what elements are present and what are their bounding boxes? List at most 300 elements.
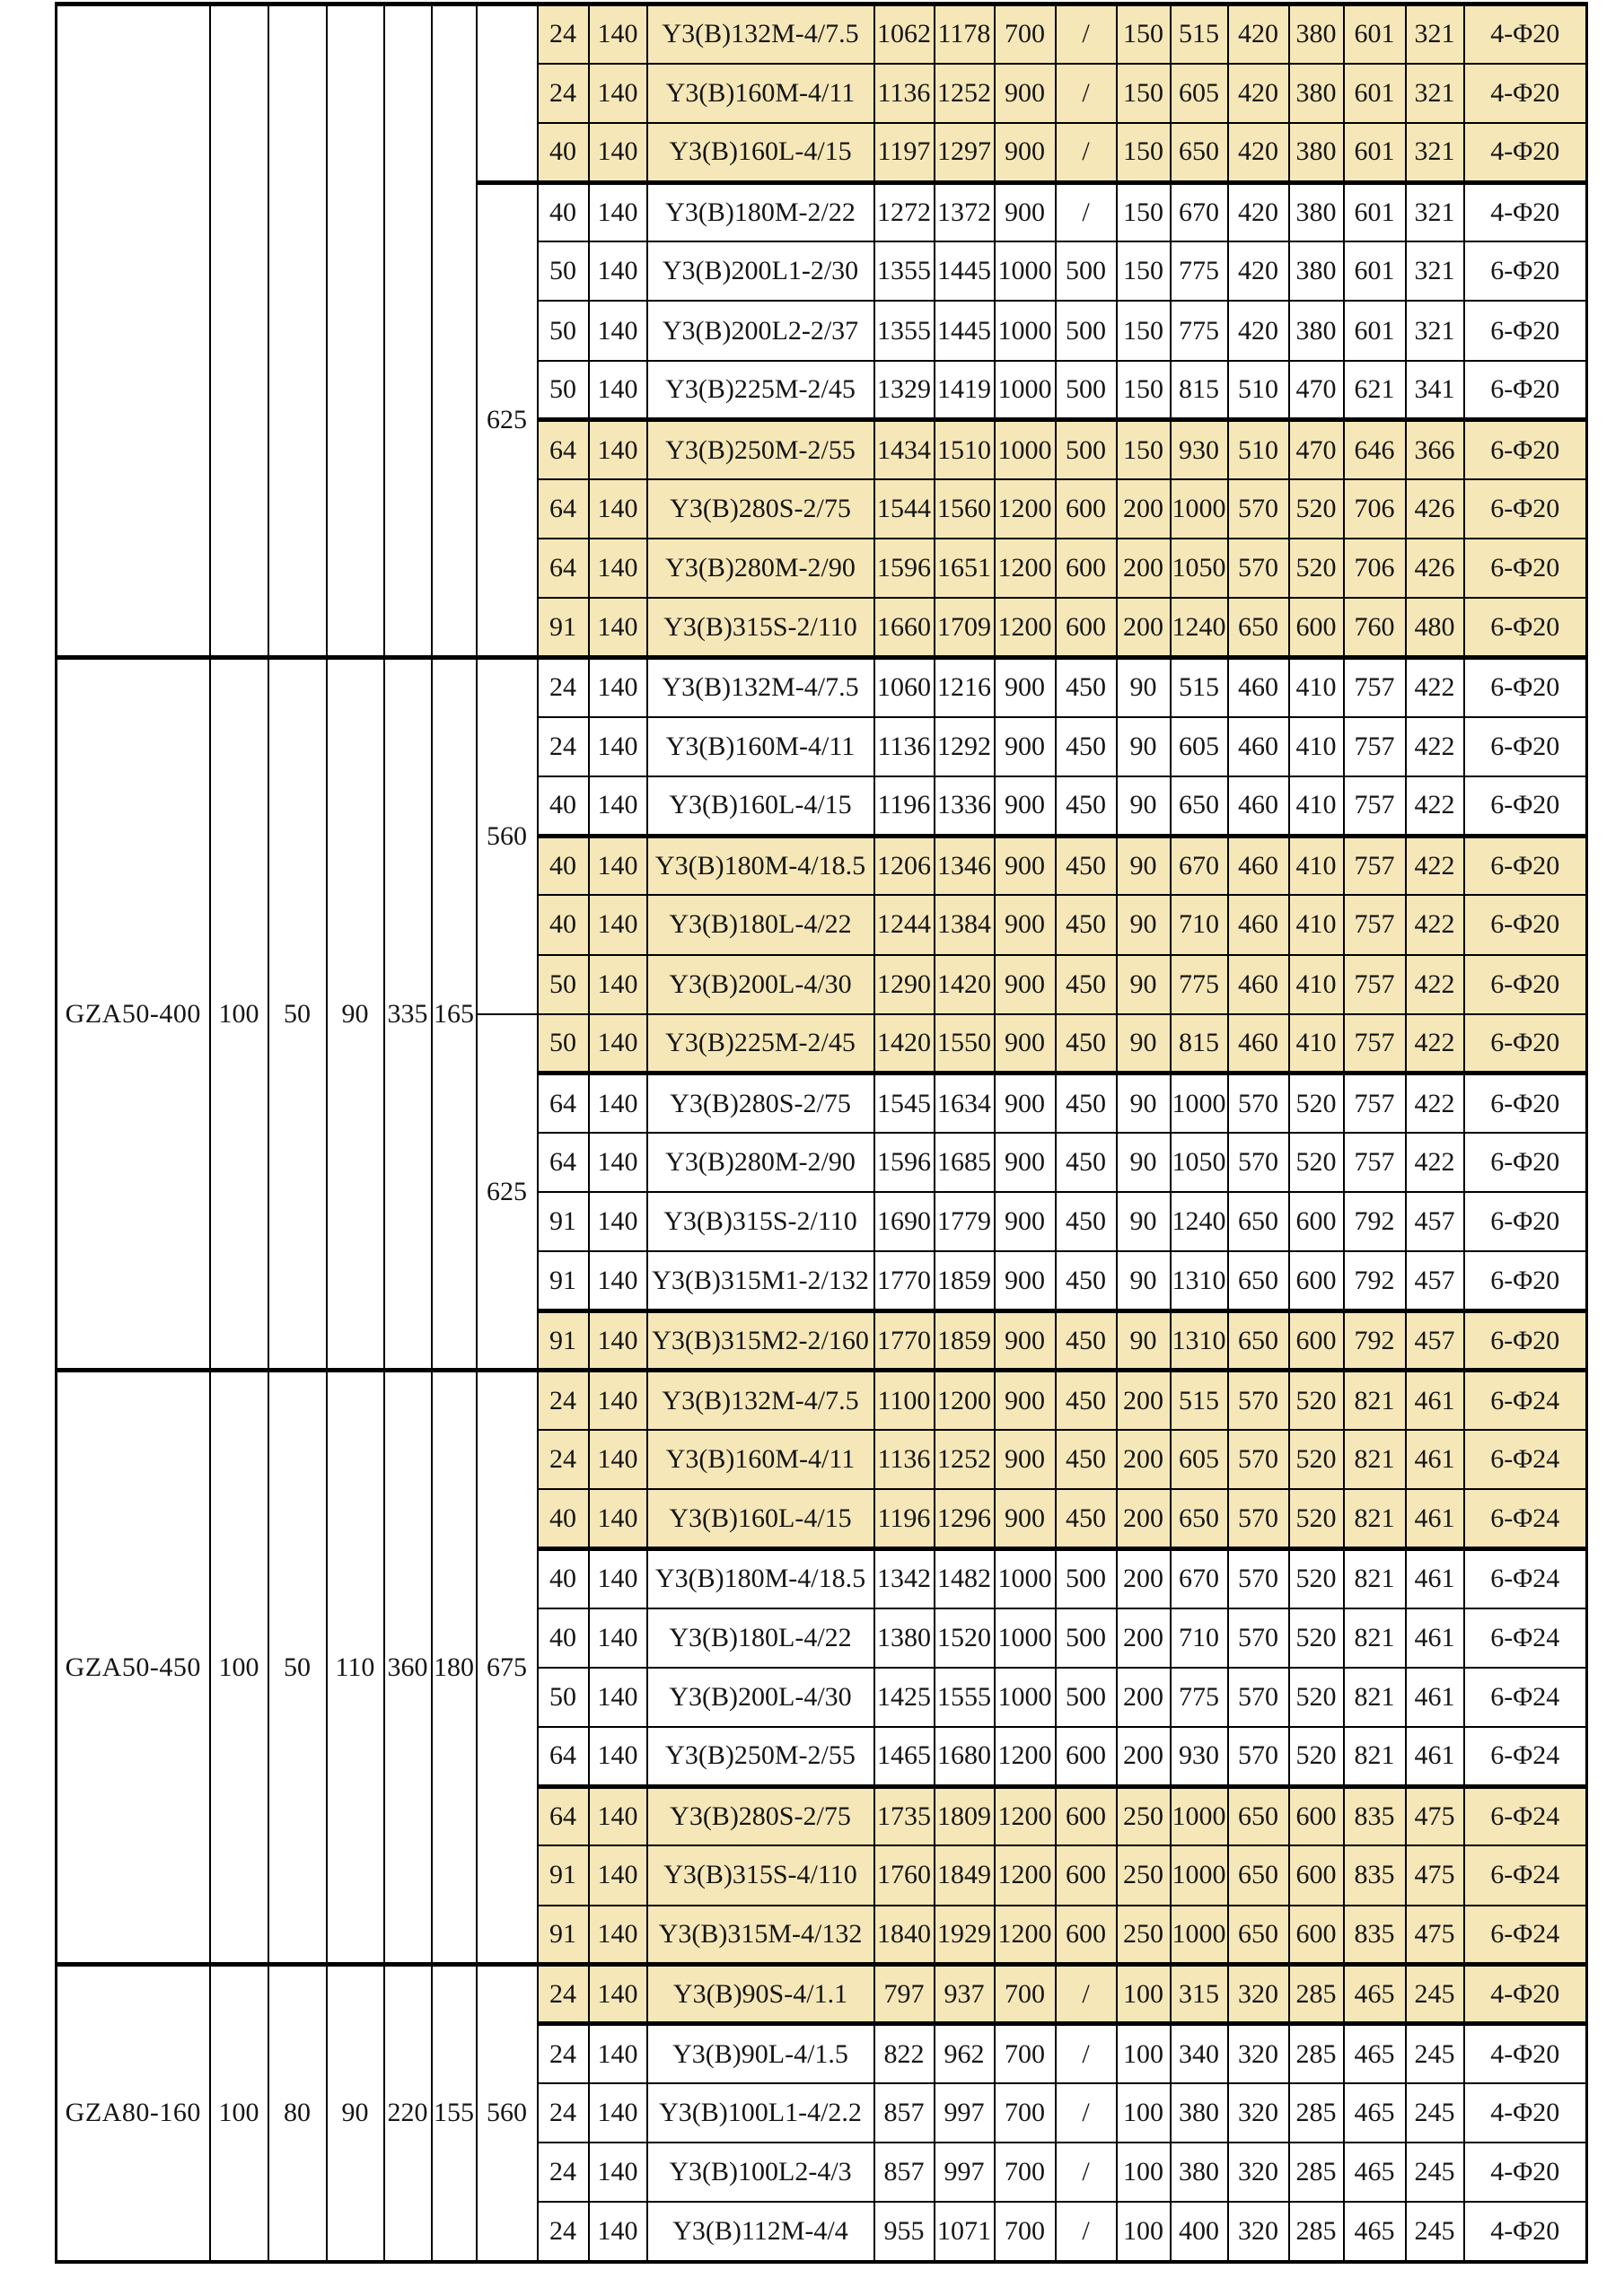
data-cell: 1550 — [935, 1014, 995, 1074]
data-cell: 1840 — [874, 1906, 935, 1965]
data-cell: 40 — [538, 1608, 589, 1668]
data-cell: 410 — [1289, 955, 1344, 1014]
data-cell: 140 — [589, 1133, 647, 1192]
motor-model-cell: Y3(B)225M-2/45 — [647, 361, 874, 420]
dim-cell-1: 100 — [210, 658, 268, 1371]
data-cell: 1859 — [935, 1251, 995, 1310]
data-cell: 470 — [1289, 361, 1344, 420]
data-cell: 500 — [1056, 1608, 1117, 1668]
data-cell: 515 — [1171, 1371, 1228, 1430]
data-cell: 426 — [1406, 539, 1464, 598]
data-cell: 510 — [1228, 420, 1289, 479]
data-cell: 100 — [1117, 2202, 1171, 2261]
data-cell: 821 — [1344, 1548, 1406, 1608]
data-cell: 900 — [995, 776, 1056, 836]
data-cell: 450 — [1056, 717, 1117, 776]
data-cell: 90 — [1117, 955, 1171, 1014]
motor-model-cell: Y3(B)200L2-2/37 — [647, 301, 874, 360]
table-row — [57, 1965, 1587, 2024]
data-cell: 650 — [1228, 1786, 1289, 1845]
data-cell: / — [1056, 2083, 1117, 2143]
data-cell: 460 — [1228, 658, 1289, 717]
data-cell: 1200 — [935, 1371, 995, 1430]
data-cell: 6-Φ24 — [1464, 1727, 1587, 1786]
data-cell: 140 — [589, 1074, 647, 1133]
data-cell: 64 — [538, 1074, 589, 1133]
data-cell: 706 — [1344, 539, 1406, 598]
data-cell: 601 — [1344, 4, 1406, 64]
data-cell: 1770 — [874, 1251, 935, 1310]
data-cell: 821 — [1344, 1430, 1406, 1489]
data-cell: 900 — [995, 182, 1056, 241]
data-cell: 570 — [1228, 1608, 1289, 1668]
data-cell: 140 — [589, 1906, 647, 1965]
data-cell: 650 — [1171, 123, 1228, 182]
data-cell: 1100 — [874, 1371, 935, 1430]
data-cell: 900 — [995, 1074, 1056, 1133]
data-cell: 520 — [1289, 1489, 1344, 1548]
data-cell: 1420 — [935, 955, 995, 1014]
data-cell: 91 — [538, 1906, 589, 1965]
data-cell: 650 — [1228, 598, 1289, 657]
data-cell: 140 — [589, 479, 647, 539]
data-cell: 605 — [1171, 64, 1228, 123]
dim-cell-1: 100 — [210, 1371, 268, 1965]
data-cell: 1425 — [874, 1668, 935, 1727]
data-cell: 700 — [995, 1965, 1056, 2024]
data-cell: 900 — [995, 836, 1056, 895]
data-cell: 50 — [538, 361, 589, 420]
data-cell: 245 — [1406, 2024, 1464, 2083]
data-cell: 150 — [1117, 241, 1171, 301]
data-cell: 315 — [1171, 1965, 1228, 2024]
data-cell: 320 — [1228, 2024, 1289, 2083]
data-cell: 6-Φ24 — [1464, 1608, 1587, 1668]
data-cell: 91 — [538, 1845, 589, 1905]
data-cell: 140 — [589, 1668, 647, 1727]
data-cell: 6-Φ24 — [1464, 1489, 1587, 1548]
motor-model-cell: Y3(B)315S-4/110 — [647, 1845, 874, 1905]
data-cell: 520 — [1289, 539, 1344, 598]
data-cell: 457 — [1406, 1311, 1464, 1371]
data-cell: 140 — [589, 2143, 647, 2202]
data-cell: 40 — [538, 1489, 589, 1548]
data-cell: 420 — [1228, 182, 1289, 241]
motor-model-cell: Y3(B)132M-4/7.5 — [647, 658, 874, 717]
data-cell: 426 — [1406, 479, 1464, 539]
data-cell: 857 — [874, 2083, 935, 2143]
data-cell: 757 — [1344, 1074, 1406, 1133]
data-cell: 520 — [1289, 1371, 1344, 1430]
data-cell: 900 — [995, 64, 1056, 123]
data-cell: 457 — [1406, 1192, 1464, 1251]
data-cell: 6-Φ20 — [1464, 895, 1587, 954]
data-cell: 520 — [1289, 1608, 1344, 1668]
data-cell: 1071 — [935, 2202, 995, 2261]
data-cell: 321 — [1406, 64, 1464, 123]
data-cell: 1216 — [935, 658, 995, 717]
motor-model-cell: Y3(B)280M-2/90 — [647, 539, 874, 598]
data-cell: 1779 — [935, 1192, 995, 1251]
data-cell: 200 — [1117, 1727, 1171, 1786]
data-cell: 1859 — [935, 1311, 995, 1371]
dim-cell-2 — [268, 4, 327, 658]
data-cell: 480 — [1406, 598, 1464, 657]
data-cell: 422 — [1406, 895, 1464, 954]
data-cell: 200 — [1117, 1371, 1171, 1430]
data-cell: 4-Φ20 — [1464, 123, 1587, 182]
motor-model-cell: Y3(B)160M-4/11 — [647, 1430, 874, 1489]
data-cell: 600 — [1056, 1727, 1117, 1786]
motor-model-cell: Y3(B)180M-4/18.5 — [647, 1548, 874, 1608]
data-cell: 1420 — [874, 1014, 935, 1074]
data-cell: 461 — [1406, 1489, 1464, 1548]
data-cell: / — [1056, 4, 1117, 64]
data-cell: 1465 — [874, 1727, 935, 1786]
data-cell: 650 — [1228, 1251, 1289, 1310]
data-cell: 410 — [1289, 717, 1344, 776]
data-cell: 475 — [1406, 1845, 1464, 1905]
motor-model-cell: Y3(B)90S-4/1.1 — [647, 1965, 874, 2024]
data-cell: 600 — [1056, 1906, 1117, 1965]
data-cell: 1770 — [874, 1311, 935, 1371]
data-cell: 1290 — [874, 955, 935, 1014]
data-cell: 1690 — [874, 1192, 935, 1251]
data-cell: 420 — [1228, 301, 1289, 360]
data-cell: 815 — [1171, 361, 1228, 420]
dim-cell-4: 335 — [384, 658, 432, 1371]
data-cell: 500 — [1056, 301, 1117, 360]
pump-model-cell — [57, 4, 210, 658]
data-cell: 857 — [874, 2143, 935, 2202]
data-cell: 460 — [1228, 895, 1289, 954]
data-cell: 140 — [589, 836, 647, 895]
data-cell: 757 — [1344, 955, 1406, 1014]
data-cell: 4-Φ20 — [1464, 182, 1587, 241]
data-cell: 1329 — [874, 361, 935, 420]
data-cell: 600 — [1289, 1845, 1344, 1905]
motor-model-cell: Y3(B)315M-4/132 — [647, 1906, 874, 1965]
motor-model-cell: Y3(B)315S-2/110 — [647, 598, 874, 657]
motor-model-cell: Y3(B)200L1-2/30 — [647, 241, 874, 301]
data-cell: 6-Φ24 — [1464, 1906, 1587, 1965]
data-cell: 40 — [538, 123, 589, 182]
data-cell: 90 — [1117, 1311, 1171, 1371]
data-cell: 1200 — [995, 598, 1056, 657]
data-cell: 6-Φ20 — [1464, 539, 1587, 598]
data-cell: 450 — [1056, 1192, 1117, 1251]
data-cell: 500 — [1056, 420, 1117, 479]
data-cell: 760 — [1344, 598, 1406, 657]
data-cell: 140 — [589, 1014, 647, 1074]
data-cell: 500 — [1056, 1548, 1117, 1608]
data-cell: 140 — [589, 361, 647, 420]
data-cell: 422 — [1406, 717, 1464, 776]
data-cell: 6-Φ24 — [1464, 1845, 1587, 1905]
data-cell: 91 — [538, 1311, 589, 1371]
data-cell: 90 — [1117, 1014, 1171, 1074]
data-cell: 420 — [1228, 123, 1289, 182]
data-cell: 450 — [1056, 1371, 1117, 1430]
data-cell: 91 — [538, 1192, 589, 1251]
data-cell: 6-Φ20 — [1464, 1251, 1587, 1310]
data-cell: 1809 — [935, 1786, 995, 1845]
data-cell: 380 — [1171, 2143, 1228, 2202]
data-cell: 410 — [1289, 1014, 1344, 1074]
data-cell: 650 — [1228, 1192, 1289, 1251]
data-cell: 200 — [1117, 539, 1171, 598]
data-cell: 1200 — [995, 1727, 1056, 1786]
data-cell: 570 — [1228, 1668, 1289, 1727]
data-cell: 1000 — [995, 1548, 1056, 1608]
data-cell: 1050 — [1171, 539, 1228, 598]
data-cell: 520 — [1289, 1548, 1344, 1608]
data-cell: 457 — [1406, 1251, 1464, 1310]
data-cell: 422 — [1406, 955, 1464, 1014]
data-cell: 520 — [1289, 1430, 1344, 1489]
data-cell: 24 — [538, 2202, 589, 2261]
data-cell: 140 — [589, 1430, 647, 1489]
data-cell: 1709 — [935, 598, 995, 657]
data-cell: 1660 — [874, 598, 935, 657]
data-cell: 140 — [589, 1548, 647, 1608]
data-cell: 900 — [995, 1192, 1056, 1251]
data-cell: 200 — [1117, 1548, 1171, 1608]
data-cell: 1510 — [935, 420, 995, 479]
data-cell: 1544 — [874, 479, 935, 539]
data-cell: 650 — [1228, 1311, 1289, 1371]
spec-table-body — [57, 4, 1587, 2262]
motor-model-cell: Y3(B)180M-2/22 — [647, 182, 874, 241]
data-cell: 1292 — [935, 717, 995, 776]
data-cell: 835 — [1344, 1906, 1406, 1965]
data-cell: 601 — [1344, 123, 1406, 182]
data-cell: 570 — [1228, 1548, 1289, 1608]
data-cell: 475 — [1406, 1786, 1464, 1845]
mount-height-cell: 560 — [477, 658, 538, 1014]
data-cell: 321 — [1406, 301, 1464, 360]
data-cell: 601 — [1344, 182, 1406, 241]
motor-model-cell: Y3(B)315S-2/110 — [647, 1192, 874, 1251]
data-cell: 140 — [589, 4, 647, 64]
data-cell: 775 — [1171, 955, 1228, 1014]
data-cell: 1296 — [935, 1489, 995, 1548]
motor-model-cell: Y3(B)250M-2/55 — [647, 1727, 874, 1786]
data-cell: 140 — [589, 776, 647, 836]
data-cell: 6-Φ24 — [1464, 1786, 1587, 1845]
data-cell: 1196 — [874, 776, 935, 836]
data-cell: 150 — [1117, 301, 1171, 360]
motor-model-cell: Y3(B)250M-2/55 — [647, 420, 874, 479]
motor-model-cell: Y3(B)280M-2/90 — [647, 1133, 874, 1192]
data-cell: 90 — [1117, 1074, 1171, 1133]
data-cell: 1178 — [935, 4, 995, 64]
data-cell: 450 — [1056, 776, 1117, 836]
data-cell: 955 — [874, 2202, 935, 2261]
data-cell: / — [1056, 123, 1117, 182]
data-cell: 140 — [589, 420, 647, 479]
data-cell: 150 — [1117, 64, 1171, 123]
dim-cell-5: 155 — [432, 1965, 477, 2262]
data-cell: 285 — [1289, 2024, 1344, 2083]
data-cell: 6-Φ20 — [1464, 301, 1587, 360]
data-cell: 100 — [1117, 1965, 1171, 2024]
table-row — [57, 4, 1587, 64]
data-cell: 1200 — [995, 479, 1056, 539]
data-cell: 422 — [1406, 658, 1464, 717]
data-cell: 1380 — [874, 1608, 935, 1668]
data-cell: 1760 — [874, 1845, 935, 1905]
motor-model-cell: Y3(B)132M-4/7.5 — [647, 1371, 874, 1430]
data-cell: 815 — [1171, 1014, 1228, 1074]
data-cell: 821 — [1344, 1727, 1406, 1786]
data-cell: 380 — [1289, 64, 1344, 123]
motor-model-cell: Y3(B)100L1-4/2.2 — [647, 2083, 874, 2143]
data-cell: 520 — [1289, 1133, 1344, 1192]
data-cell: 140 — [589, 1786, 647, 1845]
data-cell: 460 — [1228, 955, 1289, 1014]
data-cell: 40 — [538, 182, 589, 241]
data-cell: 937 — [935, 1965, 995, 2024]
pump-model-cell: GZA80-160 — [57, 1965, 210, 2262]
data-cell: 461 — [1406, 1548, 1464, 1608]
data-cell: 6-Φ20 — [1464, 658, 1587, 717]
dim-cell-2: 80 — [268, 1965, 327, 2262]
motor-model-cell: Y3(B)225M-2/45 — [647, 1014, 874, 1074]
data-cell: 6-Φ24 — [1464, 1548, 1587, 1608]
data-cell: 1000 — [995, 361, 1056, 420]
data-cell: 792 — [1344, 1251, 1406, 1310]
data-cell: 450 — [1056, 836, 1117, 895]
data-cell: 6-Φ20 — [1464, 955, 1587, 1014]
data-cell: 450 — [1056, 1074, 1117, 1133]
data-cell: 140 — [589, 1727, 647, 1786]
data-cell: 792 — [1344, 1192, 1406, 1251]
data-cell: 1596 — [874, 539, 935, 598]
data-cell: 24 — [538, 2083, 589, 2143]
data-cell: / — [1056, 2202, 1117, 2261]
data-cell: 461 — [1406, 1430, 1464, 1489]
data-cell: 461 — [1406, 1668, 1464, 1727]
motor-model-cell: Y3(B)112M-4/4 — [647, 2202, 874, 2261]
data-cell: 1050 — [1171, 1133, 1228, 1192]
data-cell: 601 — [1344, 64, 1406, 123]
data-cell: 570 — [1228, 1430, 1289, 1489]
data-cell: 460 — [1228, 717, 1289, 776]
data-cell: 757 — [1344, 658, 1406, 717]
motor-model-cell: Y3(B)160M-4/11 — [647, 717, 874, 776]
data-cell: 461 — [1406, 1727, 1464, 1786]
motor-model-cell: Y3(B)315M1-2/132 — [647, 1251, 874, 1310]
data-cell: 1206 — [874, 836, 935, 895]
data-cell: 40 — [538, 1548, 589, 1608]
data-cell: 321 — [1406, 182, 1464, 241]
data-cell: 4-Φ20 — [1464, 2202, 1587, 2261]
data-cell: 6-Φ20 — [1464, 1311, 1587, 1371]
data-cell: 706 — [1344, 479, 1406, 539]
data-cell: 140 — [589, 955, 647, 1014]
data-cell: 962 — [935, 2024, 995, 2083]
data-cell: 420 — [1228, 64, 1289, 123]
motor-model-cell: Y3(B)160L-4/15 — [647, 123, 874, 182]
data-cell: 1000 — [1171, 1074, 1228, 1133]
spec-table — [55, 2, 1588, 2264]
data-cell: 450 — [1056, 895, 1117, 954]
dim-cell-1: 100 — [210, 1965, 268, 2262]
data-cell: 1445 — [935, 301, 995, 360]
data-cell: 40 — [538, 836, 589, 895]
data-cell: 650 — [1228, 1906, 1289, 1965]
data-cell: 835 — [1344, 1845, 1406, 1905]
data-cell: 500 — [1056, 361, 1117, 420]
dim-cell-3: 90 — [327, 1965, 384, 2262]
data-cell: 200 — [1117, 598, 1171, 657]
data-cell: 465 — [1344, 2143, 1406, 2202]
data-cell: 1651 — [935, 539, 995, 598]
data-cell: 465 — [1344, 2202, 1406, 2261]
data-cell: 700 — [995, 2143, 1056, 2202]
data-cell: 321 — [1406, 123, 1464, 182]
mount-height-cell — [477, 4, 538, 183]
motor-model-cell: Y3(B)160M-4/11 — [647, 64, 874, 123]
data-cell: 200 — [1117, 1430, 1171, 1489]
data-cell: 320 — [1228, 2083, 1289, 2143]
data-cell: 465 — [1344, 2024, 1406, 2083]
data-cell: 1000 — [1171, 1845, 1228, 1905]
data-cell: 422 — [1406, 776, 1464, 836]
data-cell: 410 — [1289, 895, 1344, 954]
data-cell: 422 — [1406, 1014, 1464, 1074]
data-cell: 24 — [538, 1430, 589, 1489]
data-cell: 450 — [1056, 1311, 1117, 1371]
data-cell: 1520 — [935, 1608, 995, 1668]
data-cell: 900 — [995, 1133, 1056, 1192]
data-cell: 1355 — [874, 301, 935, 360]
table-row — [57, 658, 1587, 717]
data-cell: 900 — [995, 123, 1056, 182]
data-cell: 600 — [1056, 1845, 1117, 1905]
data-cell: 200 — [1117, 479, 1171, 539]
data-cell: 24 — [538, 2024, 589, 2083]
data-cell: 461 — [1406, 1371, 1464, 1430]
data-cell: 4-Φ20 — [1464, 2083, 1587, 2143]
data-cell: 821 — [1344, 1608, 1406, 1668]
data-cell: 1685 — [935, 1133, 995, 1192]
motor-model-cell: Y3(B)180L-4/22 — [647, 1608, 874, 1668]
data-cell: 6-Φ20 — [1464, 598, 1587, 657]
data-cell: 4-Φ20 — [1464, 2024, 1587, 2083]
data-cell: 1136 — [874, 64, 935, 123]
data-cell: 450 — [1056, 1133, 1117, 1192]
data-cell: 1000 — [1171, 1906, 1228, 1965]
data-cell: 570 — [1228, 1074, 1289, 1133]
data-cell: 6-Φ20 — [1464, 776, 1587, 836]
data-cell: 450 — [1056, 955, 1117, 1014]
data-cell: 6-Φ24 — [1464, 1371, 1587, 1430]
data-cell: 1000 — [1171, 1786, 1228, 1845]
data-cell: 1482 — [935, 1548, 995, 1608]
data-cell: 6-Φ20 — [1464, 836, 1587, 895]
data-cell: 600 — [1289, 1251, 1344, 1310]
data-cell: 500 — [1056, 241, 1117, 301]
data-cell: 1244 — [874, 895, 935, 954]
data-cell: 380 — [1289, 4, 1344, 64]
data-cell: 420 — [1228, 241, 1289, 301]
motor-model-cell: Y3(B)160L-4/15 — [647, 776, 874, 836]
data-cell: 380 — [1289, 301, 1344, 360]
data-cell: 140 — [589, 598, 647, 657]
data-cell: 1200 — [995, 1845, 1056, 1905]
